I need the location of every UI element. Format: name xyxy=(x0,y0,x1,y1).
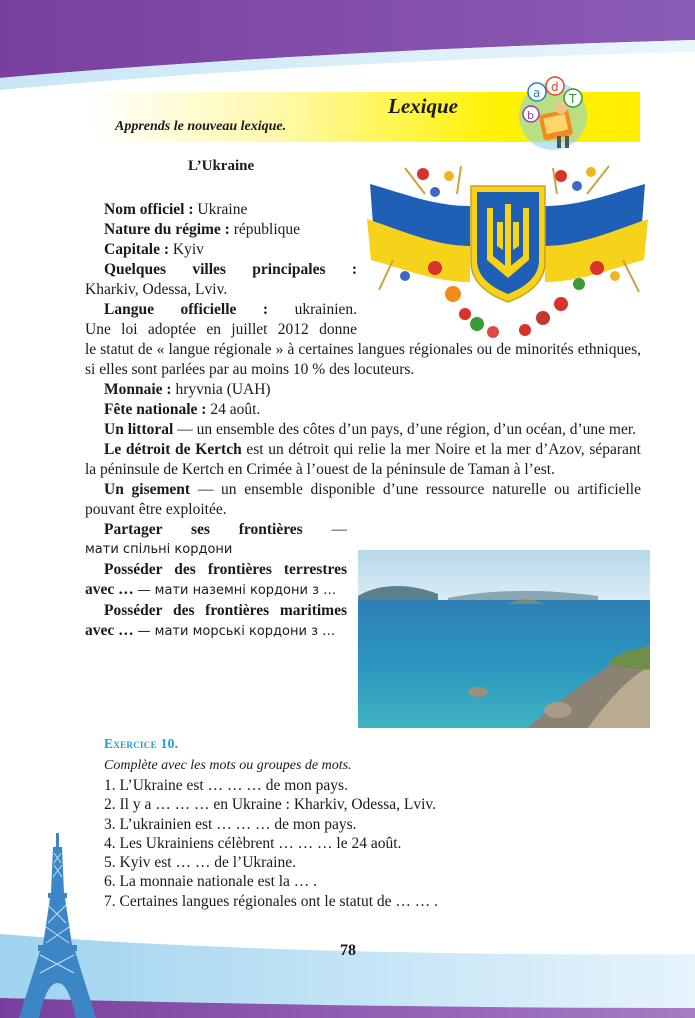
section-title: Lexique xyxy=(388,94,458,118)
exercise-instruction: Complète avec les mots ou groupes de mots. xyxy=(104,758,352,773)
gisement-definition: Un gisement — un ensemble disponible d’une ressource naturelle ou artificielle pouvant être exploitée. xyxy=(85,481,641,518)
footer-band xyxy=(0,838,695,1018)
littoral-definition: Un littoral — un ensemble des côtes d’un pays, d’une région, d’un océan, d’une mer. xyxy=(104,421,637,438)
section-subtitle: Apprends le nouveau lexique. xyxy=(115,119,287,134)
svg-text:d: d xyxy=(551,80,559,94)
regime-line: Nature du régime : république xyxy=(104,221,301,238)
official-name-line: Nom officiel : Ukraine xyxy=(104,201,248,218)
exercise-item: 7. Certaines langues régionales ont le statut de … … . xyxy=(104,892,439,910)
coastline-photo xyxy=(358,550,650,728)
alphabet-letters-icon xyxy=(515,72,591,158)
kertch-definition: Le détroit de Kertch est un détroit qui relie la mer Noire et la mer d’Azov, séparant la péninsule de Kertch en Crimée à l’ouest de la péninsule de Taman à l’est. xyxy=(85,441,641,478)
terrestres-definition: Posséder des frontières terrestres avec … — мати наземні кордони з … xyxy=(85,561,347,598)
exercise-item: 5. Kyiv est … … de l’Ukraine. xyxy=(104,854,296,872)
exercise-item: 3. L’ukrainien est … … … de mon pays. xyxy=(104,815,357,833)
capital-line: Capitale : Kyiv xyxy=(104,241,204,258)
maritimes-definition: Posséder des frontières maritimes avec … — мати морські кордони з … xyxy=(85,602,347,639)
page-number: 78 xyxy=(340,942,356,959)
svg-text:a: a xyxy=(533,86,541,100)
language-law-line: Une loi adoptée en juillet 2012 donne xyxy=(85,321,357,338)
svg-text:b: b xyxy=(527,109,534,122)
eiffel-tower-icon xyxy=(18,833,98,1018)
partager-translation: мати спільні кордони xyxy=(85,542,233,557)
currency-line: Monnaie : hryvnia (UAH) xyxy=(104,381,271,398)
national-day-line: Fête nationale : 24 août. xyxy=(104,401,261,418)
exercise-item: 6. La monnaie nationale est la … . xyxy=(104,873,318,891)
cities-label: Quelques villes principales : xyxy=(104,261,357,278)
cities-value: Kharkiv, Odessa, Lviv. xyxy=(85,281,228,298)
partager-term: Partager ses frontières — xyxy=(104,521,347,538)
svg-text:T: T xyxy=(569,92,577,106)
language-line: Langue officielle : ukrainien. xyxy=(104,301,358,318)
exercise-item: 4. Les Ukrainiens célèbrent … … … le 24 août. xyxy=(104,834,402,852)
language-status-text: le statut de « langue régionale » à certaines langues régionales ou de minorités ethniques, si elles sont parlées par au moins 10 % des locuteurs. xyxy=(85,341,641,378)
article-heading: L’Ukraine xyxy=(188,158,255,174)
exercise-item: 1. L’Ukraine est … … … de mon pays. xyxy=(104,777,348,794)
exercise-item: 2. Il y a … … … en Ukraine : Kharkiv, Odessa, Lviv. xyxy=(104,796,437,814)
exercise-title: Exercice 10. xyxy=(104,736,179,751)
